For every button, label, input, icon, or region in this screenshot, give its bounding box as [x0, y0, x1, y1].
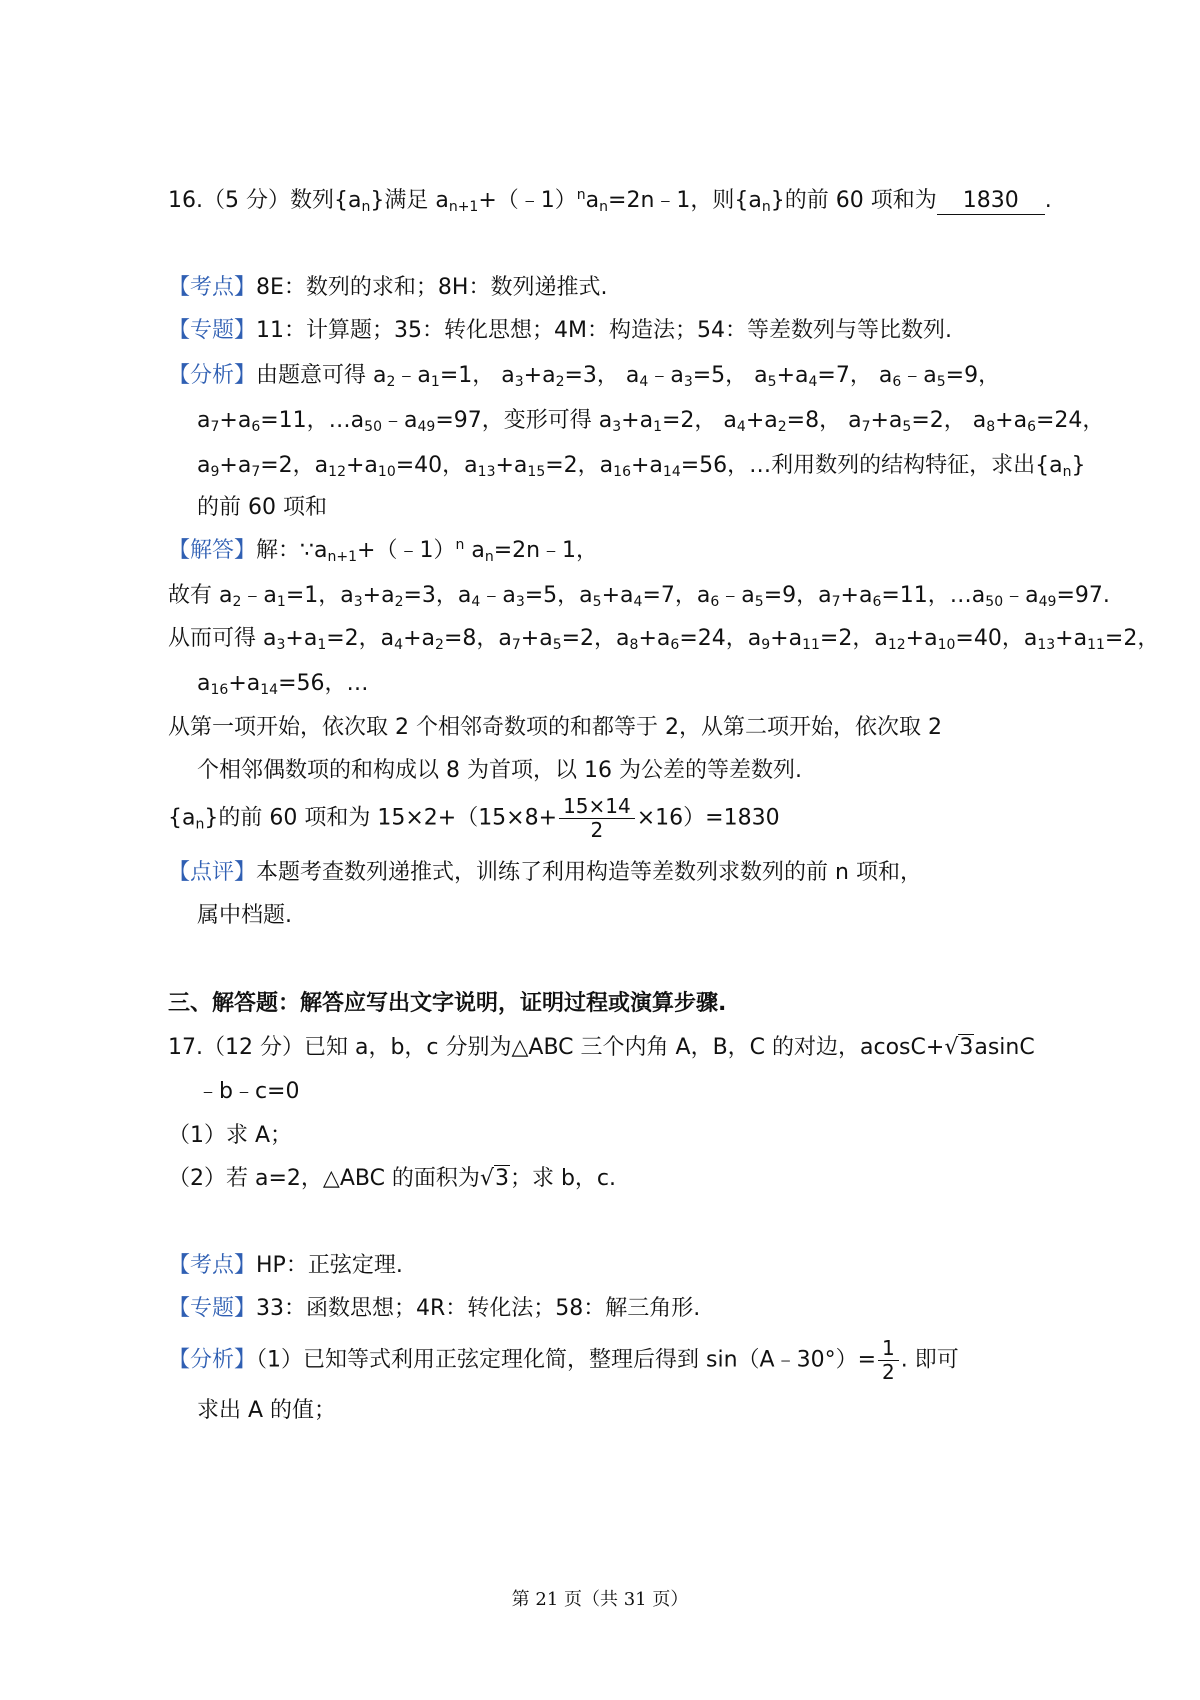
dianping-16-line2: 属中档题.: [197, 903, 292, 928]
kaodian-17: 【考点】HP：正弦定理.: [168, 1253, 403, 1278]
sqrt-symbol: √3: [479, 1166, 509, 1191]
jieda-16-line4: $a_{16}+a_{14}=56$，…: [197, 671, 369, 698]
kaodian-16: 【考点】8E：数列的求和；8H：数列递推式.: [168, 275, 608, 300]
jieda-16-line2: 故有 $a_2﹣a_1=1$，$a_3+a_2=3$，$a_4﹣a_3=5$，$a_5+a_4=7$，$a_6﹣a_5=9$，$a_7+a_6=11$，$\dots a_{50}﹣a_{49}=97$.: [168, 583, 1110, 610]
fenxi-16-line2: $a_7+a_6=11$，$\dots a_{50}﹣a_{49}=97$，变形可得 $a_3+a_1=2$， $a_4+a_2=8$， $a_7+a_5=2$， $a_8+a_6=24$，: [197, 408, 1105, 435]
problem-17-statement: 17.（12 分）已知 a，b，c 分别为△ABC 三个内角 A，B，C 的对边，acosC+√3asinC: [168, 1035, 1035, 1060]
jieda-16: 【解答】解：$\because a_{n+1}+(﹣1)^n$ $a_n=2n﹣1$，: [168, 537, 599, 565]
fenxi-16-line1: 【分析】由题意可得 $a_2﹣a_1=1$， $a_3+a_2=3$， $a_4﹣a_3=5$， $a_5+a_4=7$， $a_6﹣a_5=9$，: [168, 363, 1001, 390]
fenxi-17: 【分析】（1）已知等式利用正弦定理化简，整理后得到 sin（A﹣30°）= $\frac{1}{2}$ . 即可: [168, 1336, 959, 1384]
dianping-16: 【点评】本题考查数列递推式，训练了利用构造等差数列求数列的前 n 项和，: [168, 860, 922, 885]
fenxi-16-line3: $a_9+a_7=2$，$a_{12}+a_{10}=40$，$a_{13}+a_{15}=2$，$a_{16}+a_{14}=56$，…利用数列的结构特征，求出$\{a_n\}$: [197, 453, 1086, 480]
page-footer: 第 21 页（共 31 页）: [511, 1589, 689, 1610]
zhuanti-16: 【专题】11：计算题；35：转化思想；4M：构造法；54：等差数列与等比数列.: [168, 318, 952, 343]
answer-blank: 1830: [937, 190, 1045, 215]
sqrt-symbol: √3: [944, 1035, 974, 1060]
problem-17-q2: （2）若 a=2，△ABC 的面积为√3；求 b，c.: [168, 1166, 617, 1191]
jieda-16-para2: 个相邻偶数项的和构成以 8 为首项，以 16 为公差的等差数列.: [197, 758, 802, 783]
fenxi-17-line2: 求出 A 的值；: [197, 1398, 337, 1423]
problem-17-line2: ﹣b﹣c=0: [197, 1079, 300, 1104]
zhuanti-17: 【专题】33：函数思想；4R：转化法；58：解三角形.: [168, 1296, 701, 1321]
fenxi-16-line4: 的前 60 项和: [197, 495, 327, 520]
fraction: $\frac{1}{2}$: [878, 1338, 899, 1383]
jieda-16-line3: 从而可得 $a_3+a_1=2$，$a_4+a_2=8$，$a_7+a_5=2$，$a_8+a_6=24$，$a_9+a_{11}=2$，$a_{12}+a_{10}=40$，$a_{13}+a_{11}=2$，: [168, 626, 1160, 653]
jieda-16-sum: $\{a_n\}$的前 60 项和为 15×2+（15×8+ $\frac{15\times 14}{2}$ ×16）=1830: [168, 794, 780, 842]
jieda-16-para1: 从第一项开始，依次取 2 个相邻奇数项的和都等于 2，从第二项开始，依次取 2: [168, 715, 942, 740]
problem-17-q1: （1）求 A；: [168, 1123, 293, 1148]
fraction: $\frac{15\times 14}{2}$: [559, 796, 635, 841]
problem-16-statement: 16.（5 分）数列$\{a_n\}$满足 $a_{n+1}+(﹣1)^na_n=2n﹣1$，则$\{a_n\}$的前 60 项和为 1830 .: [168, 187, 1052, 215]
section-3-heading: 三、解答题：解答应写出文字说明，证明过程或演算步骤.: [168, 991, 727, 1016]
